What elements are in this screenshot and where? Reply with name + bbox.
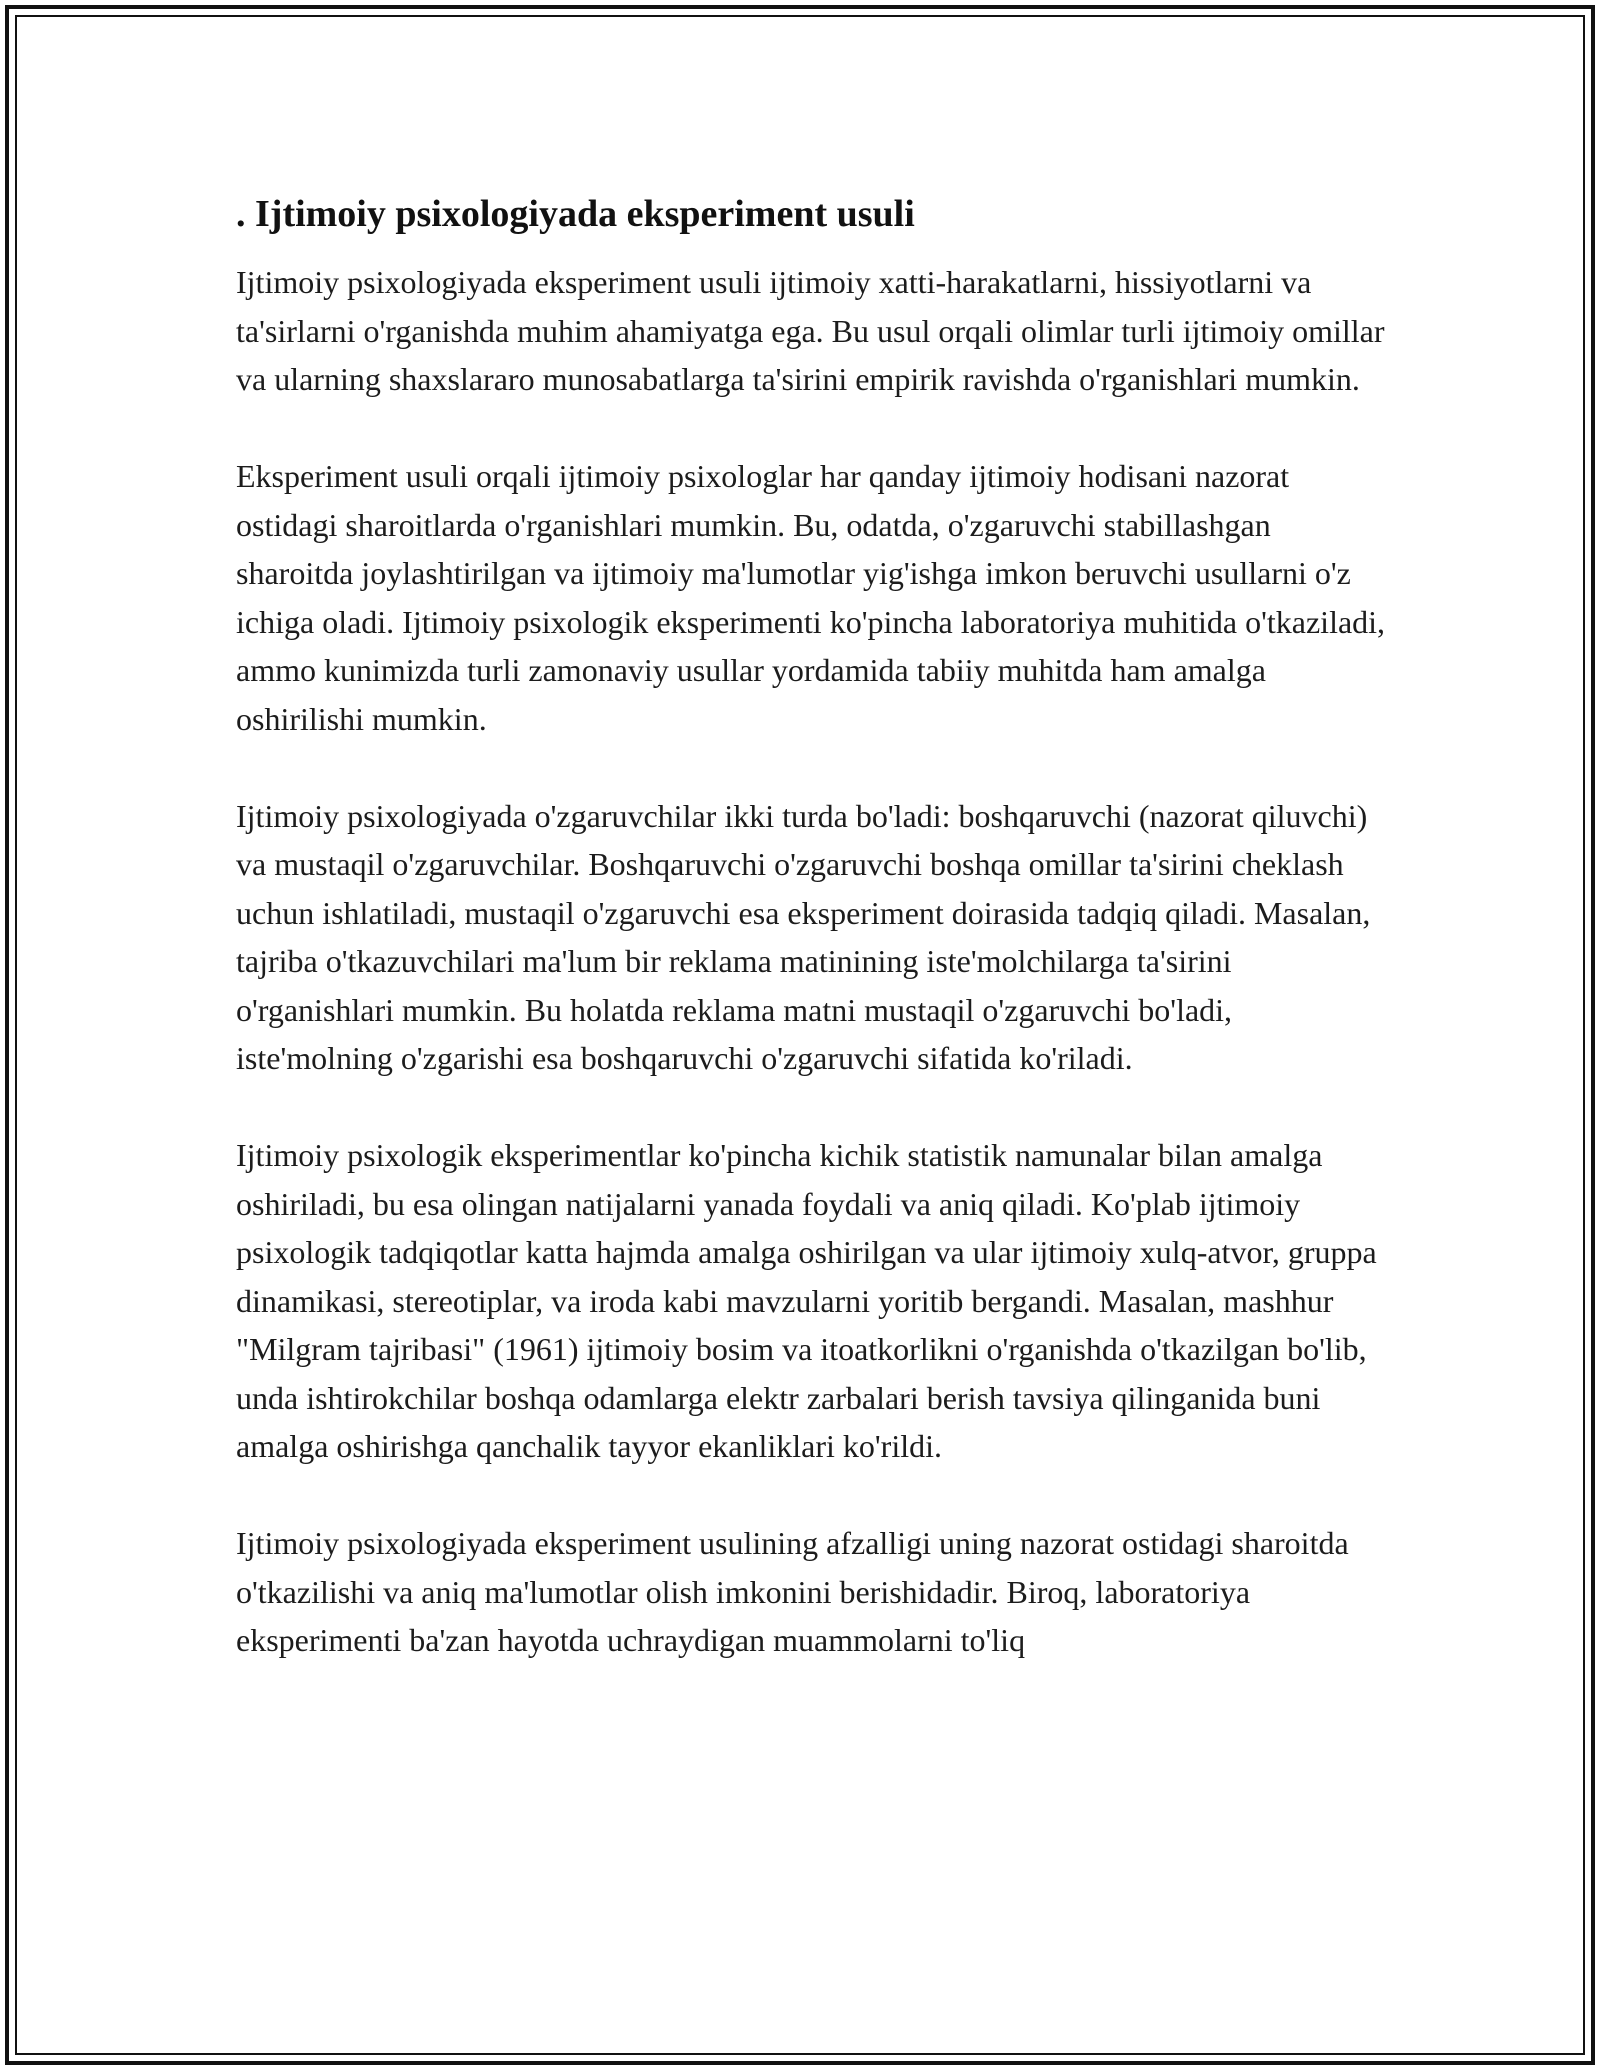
paragraph-4: Ijtimoiy psixologik eksperimentlar ko'pincha kichik statistik namunalar bilan amalga oshiriladi, bu esa olingan natijalarni yanada foydali va aniq qiladi. Ko'plab ijtimoiy psixologik tadqiqotlar katta hajmda amalga oshirilgan va ular ijtimoiy xulq-atvor, gruppa dinamikasi, stereotiplar, va iroda kabi mavzularni yoritib bergandi. Masalan, mashhur "Milgram tajribasi" (1961) ijtimoiy bosim va itoatkorlikni o'rganishda o'tkazilgan bo'lib, unda ishtirokchilar boshqa odamlarga elektr zarbalari berish tavsiya qilinganida buni amalga oshirishga qanchalik tayyor ekanliklari ko'rildi. — [236, 1137, 1377, 1464]
paragraph-1: Ijtimoiy psixologiyada eksperiment usuli ijtimoiy xatti-harakatlarni, hissiyotlarni va ta'sirlarni o'rganishda muhim ahamiyatga ega. Bu usul orqali olimlar turli ijtimoiy omillar va ularning shaxslararo munosabatlarga ta'sirini empirik ravishda o'rganishlari mumkin. — [236, 264, 1385, 397]
paragraph-5: Ijtimoiy psixologiyada eksperiment usulining afzalligi uning nazorat ostidagi sharoitda o'tkazilishi va aniq ma'lumotlar olish imkonini berishidadir. Biroq, laboratoriya eksperimenti ba'zan hayotda uchraydigan muammolarni to'liq — [236, 1525, 1349, 1658]
paragraph-3: Ijtimoiy psixologiyada o'zgaruvchilar ikki turda bo'ladi: boshqaruvchi (nazorat qiluvchi) va mustaqil o'zgaruvchilar. Boshqaruvchi o'zgaruvchi boshqa omillar ta'sirini cheklash uchun ishlatiladi, mustaqil o'zgaruvchi esa eksperiment doirasida tadqiq qiladi. Masalan, tajriba o'tkazuvchilari ma'lum bir reklama matinining iste'molchilarga ta'sirini o'rganishlari mumkin. Bu holatda reklama matni mustaqil o'zgaruvchi bo'ladi, iste'molning o'zgarishi esa boshqaruvchi o'zgaruvchi sifatida ko'riladi. — [236, 797, 1371, 1076]
document-body — [236, 190, 1386, 1713]
paragraph-2: Eksperiment usuli orqali ijtimoiy psixologlar har qanday ijtimoiy hodisani nazorat ostidagi sharoitlarda o'rganishlari mumkin. Bu, odatda, o'zgaruvchi stabillashgan sharoitda joylashtirilgan va ijtimoiy ma'lumotlar yig'ishga imkon beruvchi usullarni o'z ichiga oladi. Ijtimoiy psixologik eksperimenti ko'pincha laboratoriya muhitida o'tkaziladi, ammo kunimizda turli zamonaviy usullar yordamida tabiiy muhitda ham amalga oshirilishi mumkin. — [236, 458, 1386, 737]
section-heading: . Ijtimoiy psixologiyada eksperiment usuli — [236, 193, 915, 235]
